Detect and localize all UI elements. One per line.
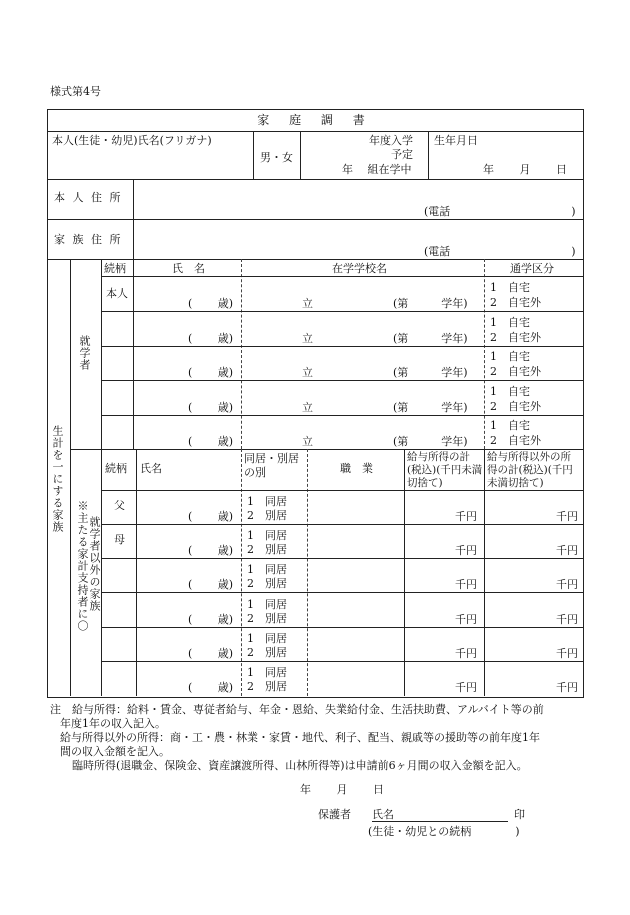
student-relation-self: 本人 <box>106 287 128 300</box>
students-group-label: 就学者 <box>78 335 91 371</box>
family-other-unit: 千円 <box>556 578 578 591</box>
family-group-label-2: 就学者以外の家族 <box>88 516 101 612</box>
student-commute-home[interactable]: 1 自宅 <box>490 316 530 329</box>
family-living-apart[interactable]: 2 別居 <box>247 509 287 522</box>
student-grade[interactable]: (第 学年) <box>393 332 468 345</box>
note-1a: 注 給与所得：給料・賃金、専従者給与、年金・恩給、失業給付金、生活扶助費、アルバイト等の前 <box>50 703 544 716</box>
family-age[interactable]: ( 歳) <box>188 544 234 557</box>
family-living-apart[interactable]: 2 別居 <box>247 577 287 590</box>
note-1b: 年度1年の収入記入。 <box>60 717 166 730</box>
side-label: 生計を一にする家族 <box>51 425 64 533</box>
entry-year[interactable]: 年度入学 <box>369 134 413 147</box>
student-commute-away[interactable]: 2 自宅外 <box>490 331 541 344</box>
family-living-together[interactable]: 1 同居 <box>247 632 287 645</box>
student-age[interactable]: ( 歳) <box>188 332 234 345</box>
student-age[interactable]: ( 歳) <box>188 401 234 414</box>
student-commute-home[interactable]: 1 自宅 <box>490 419 530 432</box>
self-address-label: 本 人 住 所 <box>54 191 123 204</box>
family-living-together[interactable]: 1 同居 <box>247 495 287 508</box>
student-col-name: 氏 名 <box>172 262 205 275</box>
guardian-label: 保護者 <box>318 808 351 821</box>
student-school-ritsu: 立 <box>302 435 313 448</box>
student-commute-away[interactable]: 2 自宅外 <box>490 434 541 447</box>
family-relation: 父 <box>114 499 125 512</box>
family-group-label: ※主たる家計支持者に〇 <box>76 500 89 632</box>
note-3: 臨時所得(退職金、保険金、資産譲渡所得、山林所得等)は申請前6ヶ月間の収入金額を記入。 <box>72 759 528 772</box>
family-phone[interactable]: (電話 ) <box>424 245 576 258</box>
student-age[interactable]: ( 歳) <box>188 297 234 310</box>
family-living-together[interactable]: 1 同居 <box>247 666 287 679</box>
birth-date-field[interactable]: 年 月 日 <box>483 163 567 176</box>
family-salary-unit: 千円 <box>455 681 477 694</box>
family-living-apart[interactable]: 2 別居 <box>247 612 287 625</box>
family-salary-unit: 千円 <box>455 647 477 660</box>
page-title: 家 庭 調 書 <box>257 113 373 127</box>
student-grade[interactable]: (第 学年) <box>393 366 468 379</box>
family-other-unit: 千円 <box>556 681 578 694</box>
student-commute-home[interactable]: 1 自宅 <box>490 350 530 363</box>
family-living-together[interactable]: 1 同居 <box>247 529 287 542</box>
family-col-salary: 給与所得の計(税込)(千円未満切捨て) <box>407 451 483 489</box>
family-col-name: 氏名 <box>140 462 162 475</box>
family-age[interactable]: ( 歳) <box>188 647 234 660</box>
family-age[interactable]: ( 歳) <box>188 578 234 591</box>
family-address-label: 家 族 住 所 <box>54 233 123 246</box>
student-school-ritsu: 立 <box>302 366 313 379</box>
date-field[interactable]: 年 月 日 <box>300 783 384 796</box>
family-salary-unit: 千円 <box>455 578 477 591</box>
student-commute-away[interactable]: 2 自宅外 <box>490 365 541 378</box>
student-grade[interactable]: (第 学年) <box>393 401 468 414</box>
student-commute-away[interactable]: 2 自宅外 <box>490 400 541 413</box>
student-col-relation: 続柄 <box>104 262 126 275</box>
family-col-relation: 続柄 <box>105 462 127 475</box>
family-age[interactable]: ( 歳) <box>188 510 234 523</box>
student-grade[interactable]: (第 学年) <box>393 435 468 448</box>
family-other-unit: 千円 <box>556 510 578 523</box>
seal-mark: 印 <box>514 808 525 821</box>
form-number: 様式第4号 <box>50 85 101 98</box>
student-school-ritsu: 立 <box>302 401 313 414</box>
family-living-together[interactable]: 1 同居 <box>247 598 287 611</box>
family-col-living: 同居・別居の別 <box>244 452 299 479</box>
name-label: 本人(生徒・幼児)氏名(フリガナ) <box>52 134 212 147</box>
student-school-ritsu: 立 <box>302 297 313 310</box>
family-relation: 母 <box>114 533 125 546</box>
student-col-school: 在学学校名 <box>332 262 387 275</box>
guardian-name-line[interactable] <box>372 821 508 822</box>
family-living-together[interactable]: 1 同居 <box>247 563 287 576</box>
family-other-unit: 千円 <box>556 613 578 626</box>
self-phone[interactable]: (電話 ) <box>424 205 576 218</box>
student-commute-home[interactable]: 1 自宅 <box>490 385 530 398</box>
planned-label: 予定 <box>391 148 413 161</box>
student-age[interactable]: ( 歳) <box>188 366 234 379</box>
student-school-ritsu: 立 <box>302 332 313 345</box>
birth-label: 生年月日 <box>434 134 478 147</box>
student-col-commute: 通学区分 <box>510 262 554 275</box>
student-age[interactable]: ( 歳) <box>188 435 234 448</box>
family-other-unit: 千円 <box>556 647 578 660</box>
family-salary-unit: 千円 <box>455 544 477 557</box>
family-other-unit: 千円 <box>556 544 578 557</box>
note-2b: 間の収入金額を記入。 <box>60 745 170 758</box>
student-grade[interactable]: (第 学年) <box>393 297 468 310</box>
guardian-relation[interactable]: (生徒・幼児との続柄 ) <box>368 825 520 838</box>
family-living-apart[interactable]: 2 別居 <box>247 543 287 556</box>
family-age[interactable]: ( 歳) <box>188 681 234 694</box>
student-commute-home[interactable]: 1 自宅 <box>490 281 530 294</box>
note-2a: 給与所得以外の所得：商・工・農・林業・家賃・地代、利子、配当、親戚等の援助等の前年度1年 <box>60 731 540 744</box>
gender-field[interactable]: 男・女 <box>260 151 293 164</box>
family-age[interactable]: ( 歳) <box>188 613 234 626</box>
family-living-apart[interactable]: 2 別居 <box>247 646 287 659</box>
family-col-other: 給与所得以外の所得の計(税込)(千円未満切捨て) <box>487 451 573 489</box>
student-commute-away[interactable]: 2 自宅外 <box>490 296 541 309</box>
family-col-job: 職 業 <box>340 462 373 475</box>
family-living-apart[interactable]: 2 別居 <box>247 680 287 693</box>
guardian-name-label: 氏名 <box>372 808 394 821</box>
family-salary-unit: 千円 <box>455 613 477 626</box>
family-salary-unit: 千円 <box>455 510 477 523</box>
grade-field[interactable]: 年 組在学中 <box>342 163 412 176</box>
